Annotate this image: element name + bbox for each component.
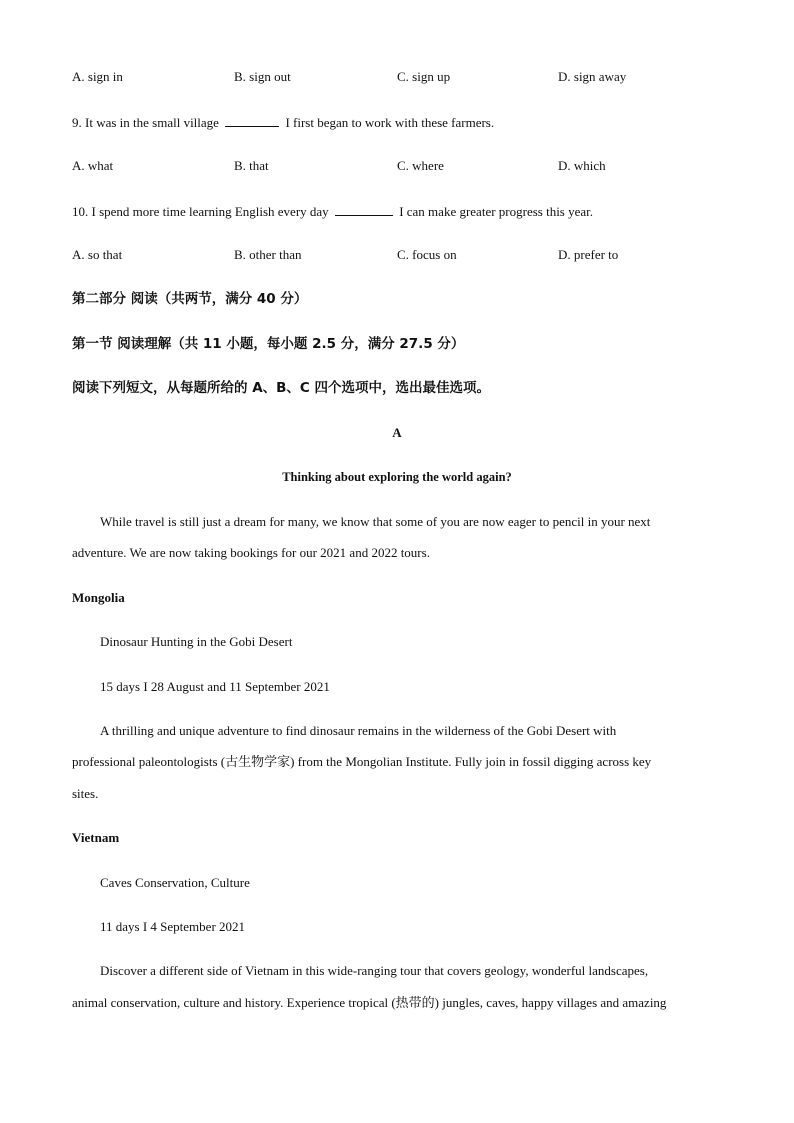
part2-heading: 第二部分 阅读（共两节，满分 40 分） bbox=[72, 291, 308, 307]
q9-option-c: C. where bbox=[397, 158, 444, 173]
vietnam-desc-line1: Discover a different side of Vietnam in this wide-ranging tour that covers geology, wonderful landscapes, bbox=[100, 963, 649, 978]
q9-stem bbox=[72, 114, 494, 131]
mongolia-heading: Mongolia bbox=[72, 590, 125, 605]
passage-title: Thinking about exploring the world again? bbox=[282, 470, 512, 484]
q9-option-b: B. that bbox=[234, 158, 269, 173]
q10-option-b: B. other than bbox=[234, 247, 302, 262]
q10-option-d: D. prefer to bbox=[558, 247, 619, 262]
vietnam-tour-name: Caves Conservation, Culture bbox=[100, 875, 250, 890]
q9-blank bbox=[225, 114, 279, 127]
section1-heading: 第一节 阅读理解（共 11 小题，每小题 2.5 分，满分 27.5 分） bbox=[72, 336, 465, 352]
q9-stem-after: I first began to work with these farmers. bbox=[285, 115, 495, 130]
mongolia-tour-name: Dinosaur Hunting in the Gobi Desert bbox=[100, 634, 293, 649]
mongolia-desc-line1: A thrilling and unique adventure to find dinosaur remains in the wilderness of the Gobi Desert with bbox=[100, 723, 617, 738]
vietnam-heading: Vietnam bbox=[72, 830, 120, 845]
q10-stem-before: 10. I spend more time learning English every day bbox=[72, 204, 329, 219]
passage-intro-line1: While travel is still just a dream for many, we know that some of you are now eager to pencil in your next bbox=[100, 514, 651, 529]
q10-stem bbox=[72, 203, 593, 220]
reading-instruction: 阅读下列短文，从每题所给的 A、B、C 四个选项中，选出最佳选项。 bbox=[72, 380, 491, 396]
mongolia-tour-dates: 15 days I 28 August and 11 September 2021 bbox=[100, 679, 330, 694]
q9-option-d: D. which bbox=[558, 158, 606, 173]
q9-option-a: A. what bbox=[72, 158, 114, 173]
vietnam-tour-dates: 11 days I 4 September 2021 bbox=[100, 919, 246, 934]
vietnam-desc-line2: animal conservation, culture and history. Experience tropical (热带的) jungles, caves, happy villages and amazing bbox=[72, 995, 667, 1010]
mongolia-desc-line3: sites. bbox=[72, 786, 99, 801]
mongolia-desc-line2: professional paleontologists (古生物学家) from the Mongolian Institute. Fully join in fossil digging across key bbox=[72, 754, 652, 769]
q10-option-a: A. so that bbox=[72, 247, 123, 262]
q8-option-c: C. sign up bbox=[397, 69, 451, 84]
q8-option-d: D. sign away bbox=[558, 69, 627, 84]
passage-letter: A bbox=[392, 425, 402, 440]
q10-option-c: C. focus on bbox=[397, 247, 457, 262]
q10-blank bbox=[335, 203, 393, 216]
q9-stem-before: 9. It was in the small village bbox=[72, 115, 219, 130]
q8-option-a: A. sign in bbox=[72, 69, 123, 84]
q10-stem-after: I can make greater progress this year. bbox=[399, 204, 594, 219]
q8-option-b: B. sign out bbox=[234, 69, 291, 84]
passage-intro-line2: adventure. We are now taking bookings for our 2021 and 2022 tours. bbox=[72, 545, 430, 560]
